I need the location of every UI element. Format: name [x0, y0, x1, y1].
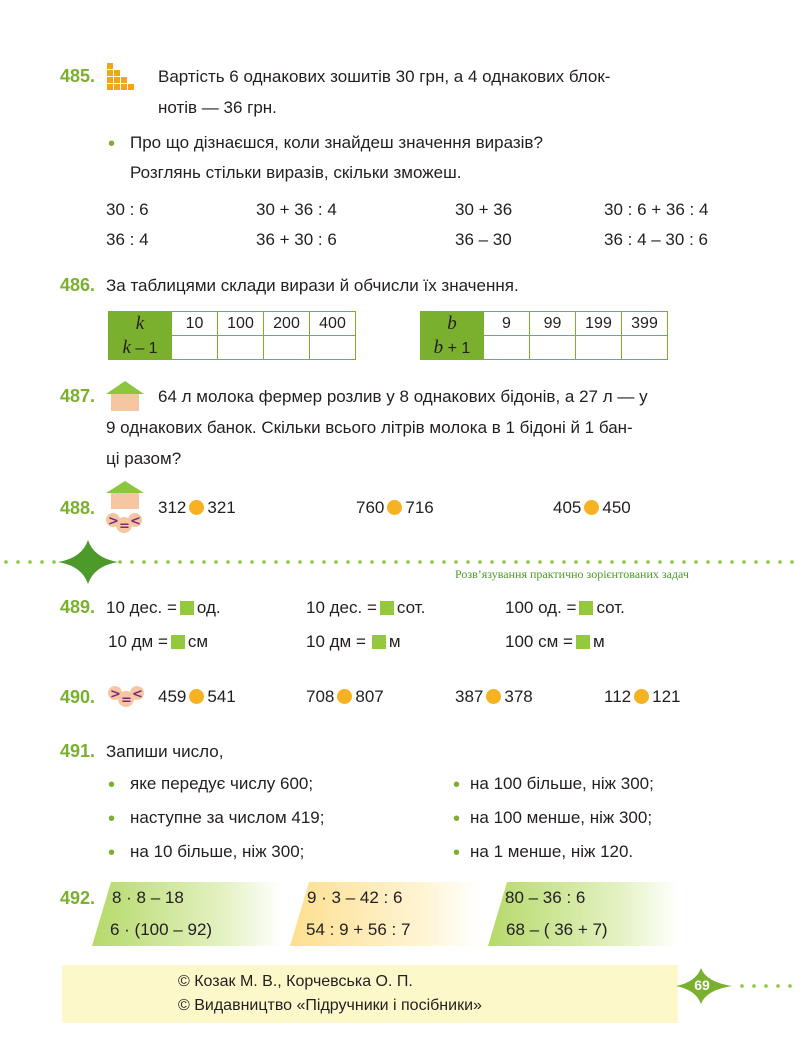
- task-number-492: 492.: [60, 888, 96, 908]
- list-item: на 1 менше, ніж 120.: [470, 842, 634, 861]
- compare-pair: 405 450: [553, 498, 631, 517]
- bullet-icon: •: [108, 842, 116, 864]
- list-item: яке передує числу 600;: [130, 774, 314, 793]
- unit-conversion: 100 см = м: [505, 632, 605, 651]
- table-empty-cell: [172, 336, 218, 360]
- expression: 80 – 36 : 6: [505, 888, 586, 907]
- blank-square-icon: [380, 601, 394, 615]
- task-number-491: 491.: [60, 741, 96, 761]
- svg-text:<: <: [132, 687, 143, 702]
- expression: 54 : 9 + 56 : 7: [306, 920, 411, 939]
- table-header-var: b: [421, 312, 484, 336]
- blank-square-icon: [576, 635, 590, 649]
- task-number-489: 489.: [60, 597, 96, 617]
- task-number-488: 488.: [60, 498, 96, 518]
- task-491-text: Запиши число,: [106, 742, 224, 761]
- blank-square-icon: [180, 601, 194, 615]
- task-487-line1: 64 л молока фермер розлив у 8 однакових бідонів, а 27 л — у: [158, 387, 648, 406]
- task-number-487: 487.: [60, 386, 96, 406]
- task-486-text: За таблицями склади вирази й обчисли їх значення.: [106, 276, 519, 295]
- blank-square-icon: [372, 635, 386, 649]
- copyright-line: © Видавництво «Підручники і посібники»: [178, 997, 482, 1014]
- table-empty-cell: [576, 336, 622, 360]
- compare-circle-icon: [634, 689, 649, 704]
- unit-conversion: 10 дм = см: [108, 632, 209, 651]
- table-cell: 199: [576, 312, 622, 336]
- table-empty-cell: [264, 336, 310, 360]
- compare-pair: 387 378: [455, 687, 533, 706]
- svg-text:>: >: [110, 687, 121, 702]
- expression: 30 + 36 : 4: [256, 200, 337, 219]
- task-485-question: Про що дізнаєшся, коли знайдеш значення виразів?: [130, 133, 543, 152]
- blank-square-icon: [171, 635, 185, 649]
- expression: 68 – ( 36 + 7): [506, 920, 608, 939]
- task-number-490: 490.: [60, 687, 96, 707]
- table-b: [420, 311, 668, 360]
- svg-text:=: =: [119, 519, 130, 534]
- task-485-question-2: Розглянь стільки виразів, скільки зможеш.: [130, 163, 462, 182]
- house-icon: [104, 480, 146, 510]
- unit-conversion: 10 дес. = сот.: [306, 598, 426, 617]
- expression: 30 : 6: [106, 200, 149, 219]
- compare-pair: 708 807: [306, 687, 384, 706]
- blank-square-icon: [579, 601, 593, 615]
- unit-conversion: 10 дес. = од.: [106, 598, 221, 617]
- compare-pair: 459 541: [158, 687, 236, 706]
- list-item: на 100 менше, ніж 300;: [470, 808, 653, 827]
- compare-circle-icon: [486, 689, 501, 704]
- bullet-icon: •: [453, 842, 461, 864]
- table-cell: 100: [218, 312, 264, 336]
- expression: 36 : 4: [106, 230, 149, 249]
- house-icon: [104, 380, 146, 412]
- table-header-var: k: [109, 312, 172, 336]
- table-empty-cell: [530, 336, 576, 360]
- expression: 8 · 8 – 18: [112, 888, 184, 907]
- expression: 9 · 3 – 42 : 6: [307, 888, 403, 907]
- unit-conversion: 10 дм = м: [306, 632, 401, 651]
- compare-pair: 760 716: [356, 498, 434, 517]
- table-k: [108, 311, 356, 360]
- expression: 30 : 6 + 36 : 4: [604, 200, 709, 219]
- list-item: на 100 більше, ніж 300;: [470, 774, 654, 793]
- table-cell: 399: [622, 312, 668, 336]
- task-number-485: 485.: [60, 66, 96, 86]
- bullet-icon: •: [108, 133, 116, 155]
- task-number-486: 486.: [60, 275, 96, 295]
- compare-circle-icon: [387, 500, 402, 515]
- table-header-expr: k – 1: [109, 336, 172, 360]
- task-487-line2: 9 однакових банок. Скільки всього літрів молока в 1 бідоні й 1 бан-: [106, 418, 633, 437]
- compare-circle-icon: [189, 500, 204, 515]
- svg-text:<: <: [130, 514, 141, 529]
- table-empty-cell: [218, 336, 264, 360]
- bullet-icon: •: [108, 808, 116, 830]
- table-cell: 9: [484, 312, 530, 336]
- compare-signs-icon: [106, 683, 146, 709]
- expression: 36 + 30 : 6: [256, 230, 337, 249]
- table-cell: 99: [530, 312, 576, 336]
- task-485-line2: нотів — 36 грн.: [158, 98, 277, 117]
- expression: 6 · (100 – 92): [110, 920, 213, 939]
- expression: 30 + 36: [455, 200, 513, 219]
- section-caption: Розв’язування практично зорієнтованих задач: [455, 567, 689, 581]
- compare-circle-icon: [337, 689, 352, 704]
- svg-text:>: >: [108, 514, 119, 529]
- table-header-expr: b + 1: [421, 336, 484, 360]
- page-number: 69: [694, 977, 710, 993]
- task-485-line1: Вартість 6 однакових зошитів 30 грн, а 4 однакових блок-: [158, 67, 611, 86]
- table-cell: 200: [264, 312, 310, 336]
- table-empty-cell: [622, 336, 668, 360]
- svg-text:=: =: [121, 693, 132, 708]
- compare-circle-icon: [584, 500, 599, 515]
- compare-pair: 312 321: [158, 498, 236, 517]
- table-cell: 10: [172, 312, 218, 336]
- bullet-icon: •: [108, 774, 116, 796]
- list-item: на 10 більше, ніж 300;: [130, 842, 305, 861]
- task-487-line3: ці разом?: [106, 449, 182, 468]
- star-icon: [58, 540, 118, 584]
- bullet-icon: •: [453, 808, 461, 830]
- table-empty-cell: [310, 336, 356, 360]
- compare-circle-icon: [189, 689, 204, 704]
- table-empty-cell: [484, 336, 530, 360]
- cubes-icon: [106, 62, 140, 92]
- expression: 36 – 30: [455, 230, 512, 249]
- compare-pair: 112 121: [604, 687, 681, 706]
- compare-signs-icon: [104, 508, 144, 534]
- copyright-line: © Козак М. В., Корчевська О. П.: [178, 973, 413, 990]
- bullet-icon: •: [453, 774, 461, 796]
- list-item: наступне за числом 419;: [130, 808, 325, 827]
- expression: 36 : 4 – 30 : 6: [604, 230, 708, 249]
- table-cell: 400: [310, 312, 356, 336]
- unit-conversion: 100 од. = сот.: [505, 598, 625, 617]
